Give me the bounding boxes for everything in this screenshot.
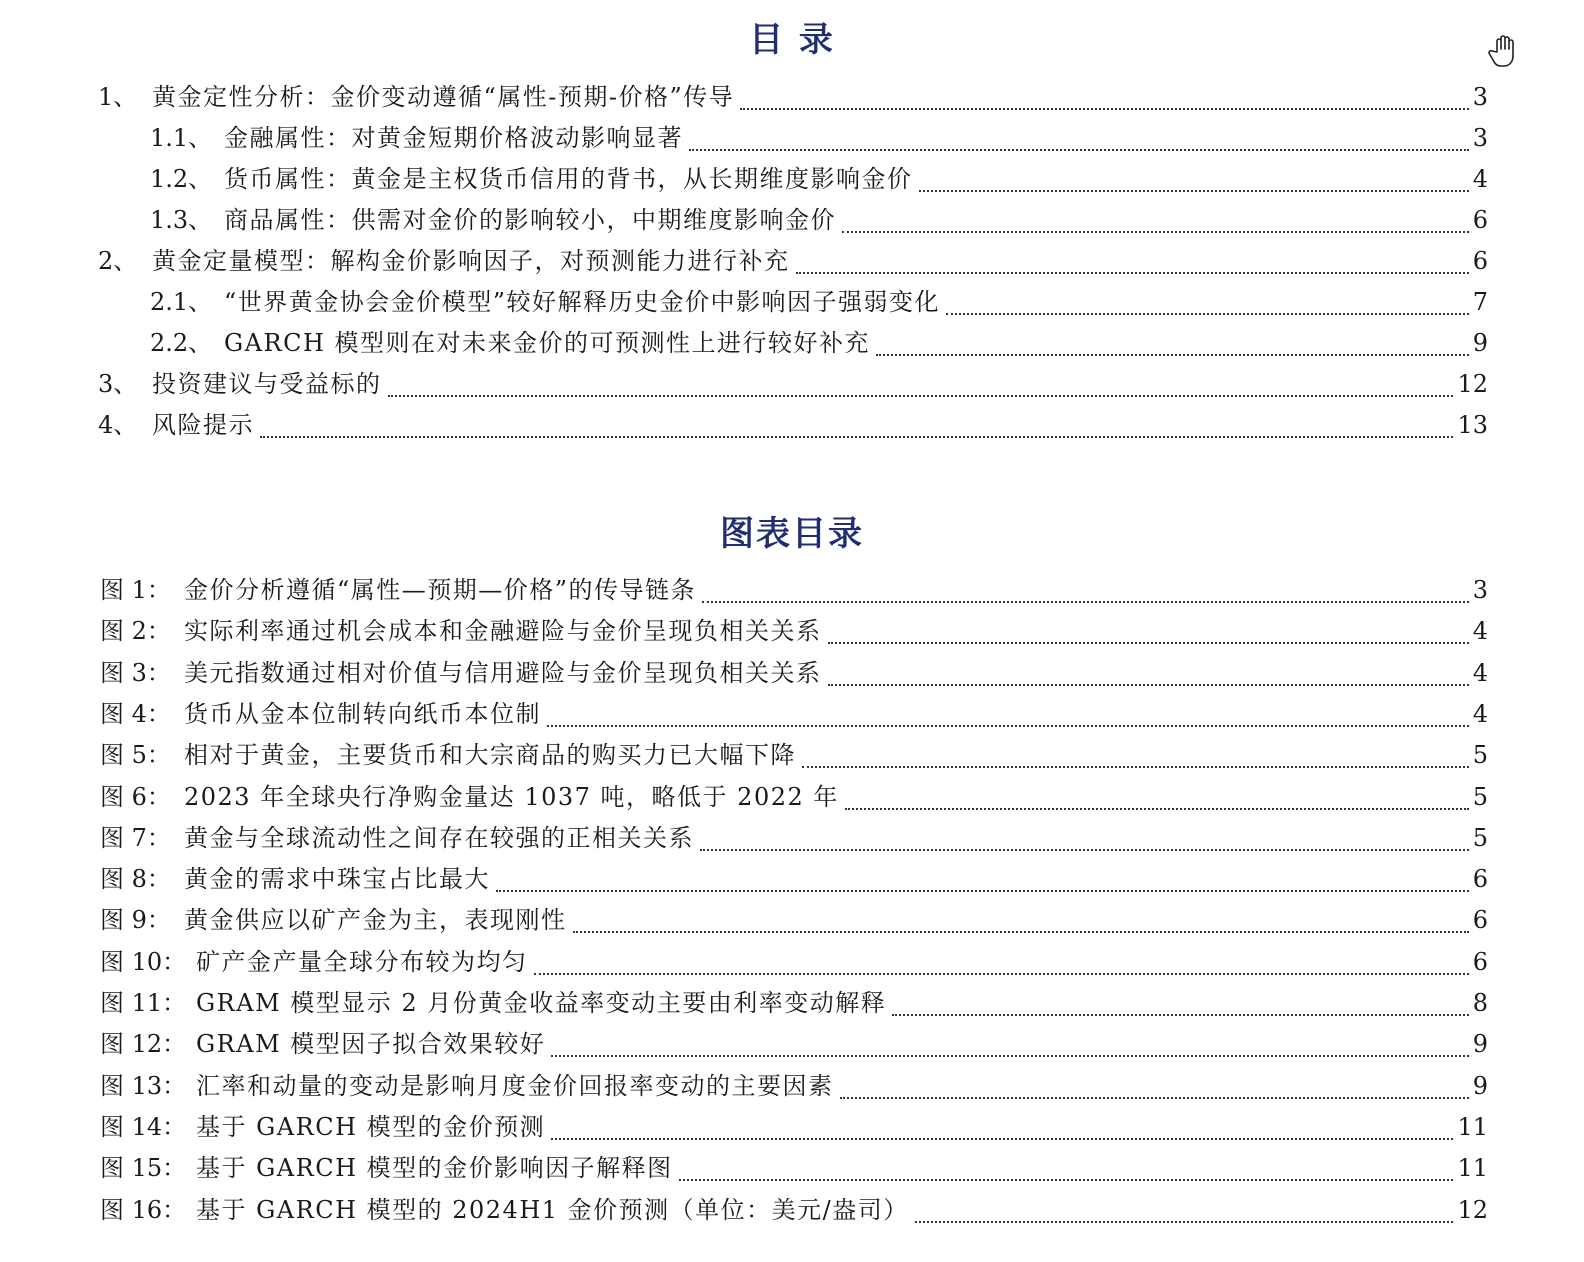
figure-dot-leader [551, 1138, 1453, 1140]
figure-entry[interactable] [0, 1190, 1584, 1231]
figure-entry-title: 金价分析遵循“属性—预期—价格”的传导链条 [184, 576, 697, 604]
toc-entry-title: 货币属性：黄金是主权货币信用的背书，从长期维度影响金价 [224, 165, 913, 193]
figure-entry-page: 5 [1472, 782, 1488, 811]
figure-entry[interactable] [0, 735, 1584, 776]
toc-entry-page: 13 [1457, 411, 1488, 439]
toc-dot-leader [689, 149, 1469, 151]
toc-dot-leader [260, 436, 1453, 438]
figure-entry-title: 2023 年全球央行净购金量达 1037 吨，略低于 2022 年 [184, 782, 839, 811]
toc-entry-number: 2.2、 [150, 329, 213, 357]
toc-entry-page: 6 [1472, 247, 1488, 275]
figure-dot-leader [702, 601, 1469, 603]
figure-entry-title: 相对于黄金，主要货币和大宗商品的购买力已大幅下降 [184, 741, 796, 770]
figure-entry-title: 黄金的需求中珠宝占比最大 [184, 865, 490, 894]
toc-entry[interactable] [0, 200, 1584, 241]
toc-dot-leader [946, 313, 1469, 315]
figure-entry-title: 实际利率通过机会成本和金融避险与金价呈现负相关关系 [184, 617, 822, 646]
figure-entry-title: 基于 GARCH 模型的 2024H1 金价预测（单位：美元/盎司） [196, 1195, 909, 1224]
toc-dot-leader [388, 395, 1453, 397]
figure-entry-title: 美元指数通过相对价值与信用避险与金价呈现负相关关系 [184, 658, 822, 687]
figure-entry[interactable] [0, 1107, 1584, 1148]
toc-dot-leader [796, 272, 1469, 274]
figure-entry-page: 5 [1472, 741, 1488, 770]
toc-entry[interactable] [0, 159, 1584, 200]
figure-dot-leader [840, 1097, 1469, 1099]
toc-dot-leader [740, 108, 1469, 110]
figure-entry-title: 基于 GARCH 模型的金价预测 [196, 1112, 546, 1141]
toc-entry-title: 金融属性：对黄金短期价格波动影响显著 [224, 124, 683, 152]
figure-entry-title: 货币从金本位制转向纸币本位制 [184, 699, 541, 728]
toc-entry[interactable] [0, 241, 1584, 282]
figure-entry-page: 5 [1472, 823, 1488, 852]
figure-entry-number: 图 12： [100, 1030, 187, 1059]
figure-entry-title: 基于 GARCH 模型的金价影响因子解释图 [196, 1154, 673, 1183]
toc-dot-leader [842, 231, 1469, 233]
figure-entry[interactable] [0, 777, 1584, 818]
toc-entry-page: 4 [1472, 165, 1488, 193]
toc-entry-title: 黄金定性分析：金价变动遵循“属性-预期-价格”传导 [152, 83, 735, 111]
figure-entry-title: 汇率和动量的变动是影响月度金价回报率变动的主要因素 [196, 1071, 834, 1100]
figure-entry[interactable] [0, 611, 1584, 652]
figure-entry-page: 6 [1472, 947, 1488, 976]
figure-dot-leader [547, 725, 1469, 727]
figure-entry-number: 图 5： [100, 741, 171, 770]
figure-entry-title: GRAM 模型显示 2 月份黄金收益率变动主要由利率变动解释 [196, 989, 887, 1017]
figure-entry-number: 图 8： [100, 865, 171, 894]
toc-entry[interactable] [0, 405, 1584, 446]
figure-entry-title: 黄金供应以矿产金为主，表现刚性 [184, 906, 567, 935]
figure-entry-number: 图 6： [100, 782, 171, 811]
figures-title: 图表目录 [720, 514, 864, 554]
figure-dot-leader [700, 849, 1469, 851]
toc-entry-number: 1.1、 [150, 124, 213, 152]
figure-entry-page: 12 [1457, 1195, 1488, 1224]
figure-dot-leader [802, 766, 1469, 768]
toc-entry-title: 黄金定量模型：解构金价影响因子，对预测能力进行补充 [152, 247, 790, 275]
figure-dot-leader [679, 1179, 1453, 1181]
figure-entry-number: 图 2： [100, 617, 171, 646]
toc-entry-page: 3 [1472, 124, 1488, 152]
figure-entry-number: 图 11： [100, 989, 187, 1017]
figure-entry-number: 图 7： [100, 823, 171, 852]
toc-entry-title: 商品属性：供需对金价的影响较小，中期维度影响金价 [224, 206, 836, 234]
figure-entry-title: 矿产金产量全球分布较为均匀 [196, 947, 528, 976]
toc-entry-number: 1.2、 [150, 165, 213, 193]
figure-entry[interactable] [0, 653, 1584, 694]
toc-entry-title: 风险提示 [152, 411, 254, 439]
toc-dot-leader [876, 354, 1469, 356]
toc-entry-title: 投资建议与受益标的 [152, 370, 382, 398]
figure-entry-number: 图 14： [100, 1112, 187, 1141]
toc-entry-number: 2、 [98, 247, 138, 275]
toc-entry-page: 3 [1472, 83, 1488, 111]
figure-entry-number: 图 3： [100, 658, 171, 687]
figure-entry-page: 4 [1472, 699, 1488, 728]
figure-entry-number: 图 9： [100, 906, 171, 935]
figure-entry-page: 8 [1472, 989, 1488, 1017]
figure-dot-leader [573, 931, 1469, 933]
figure-entry-page: 11 [1457, 1112, 1488, 1141]
toc-entry-page: 6 [1472, 206, 1488, 234]
toc-entry-title: GARCH 模型则在对未来金价的可预测性上进行较好补充 [224, 329, 870, 357]
figure-entry[interactable] [0, 983, 1584, 1024]
figure-entry-number: 图 4： [100, 699, 171, 728]
figure-entry-title: GRAM 模型因子拟合效果较好 [196, 1030, 546, 1059]
toc-dot-leader [919, 190, 1469, 192]
toc-entry[interactable] [0, 364, 1584, 405]
toc-entry[interactable] [0, 282, 1584, 323]
figure-entry[interactable] [0, 694, 1584, 735]
figure-entry-number: 图 13： [100, 1071, 187, 1100]
figure-entry[interactable] [0, 1024, 1584, 1065]
toc-entry-number: 4、 [98, 411, 138, 439]
toc-entry-number: 2.1、 [150, 288, 213, 316]
toc-entry[interactable] [0, 323, 1584, 364]
figure-entry-number: 图 15： [100, 1154, 187, 1183]
figure-entry-page: 9 [1472, 1071, 1488, 1100]
figure-entry[interactable] [0, 1148, 1584, 1189]
figure-entry[interactable] [0, 1066, 1584, 1107]
toc-entry[interactable] [0, 77, 1584, 118]
figure-entry[interactable] [0, 900, 1584, 941]
figure-entry-page: 9 [1472, 1030, 1488, 1059]
toc-title: 目 录 [749, 20, 835, 60]
figure-entry[interactable] [0, 570, 1584, 611]
figure-dot-leader [828, 684, 1469, 686]
figure-dot-leader [892, 1014, 1469, 1016]
figure-entry-number: 图 1： [100, 576, 171, 604]
figure-dot-leader [915, 1221, 1453, 1223]
figure-entry-page: 6 [1472, 865, 1488, 894]
toc-entry-number: 1、 [98, 83, 138, 111]
figure-dot-leader [534, 973, 1469, 975]
toc-entry-page: 12 [1457, 370, 1488, 398]
figure-entry[interactable] [0, 942, 1584, 983]
figure-entry-number: 图 16： [100, 1195, 187, 1224]
figure-dot-leader [828, 642, 1469, 644]
toc-entry[interactable] [0, 118, 1584, 159]
figure-entry-page: 4 [1472, 658, 1488, 687]
figure-dot-leader [551, 1055, 1469, 1057]
figure-entry[interactable] [0, 859, 1584, 900]
figure-entry[interactable] [0, 818, 1584, 859]
figure-entry-page: 4 [1472, 617, 1488, 646]
toc-entry-page: 9 [1472, 329, 1488, 357]
figure-entry-title: 黄金与全球流动性之间存在较强的正相关关系 [184, 823, 694, 852]
figure-entry-page: 3 [1472, 576, 1488, 604]
figure-entry-page: 11 [1457, 1154, 1488, 1183]
toc-entry-number: 3、 [98, 370, 138, 398]
toc-entry-page: 7 [1472, 288, 1488, 316]
figure-dot-leader [496, 890, 1469, 892]
figure-dot-leader [845, 808, 1469, 810]
figure-entry-page: 6 [1472, 906, 1488, 935]
toc-entry-number: 1.3、 [150, 206, 213, 234]
toc-entry-title: “世界黄金协会金价模型”较好解释历史金价中影响因子强弱变化 [224, 288, 941, 316]
figure-entry-number: 图 10： [100, 947, 187, 976]
